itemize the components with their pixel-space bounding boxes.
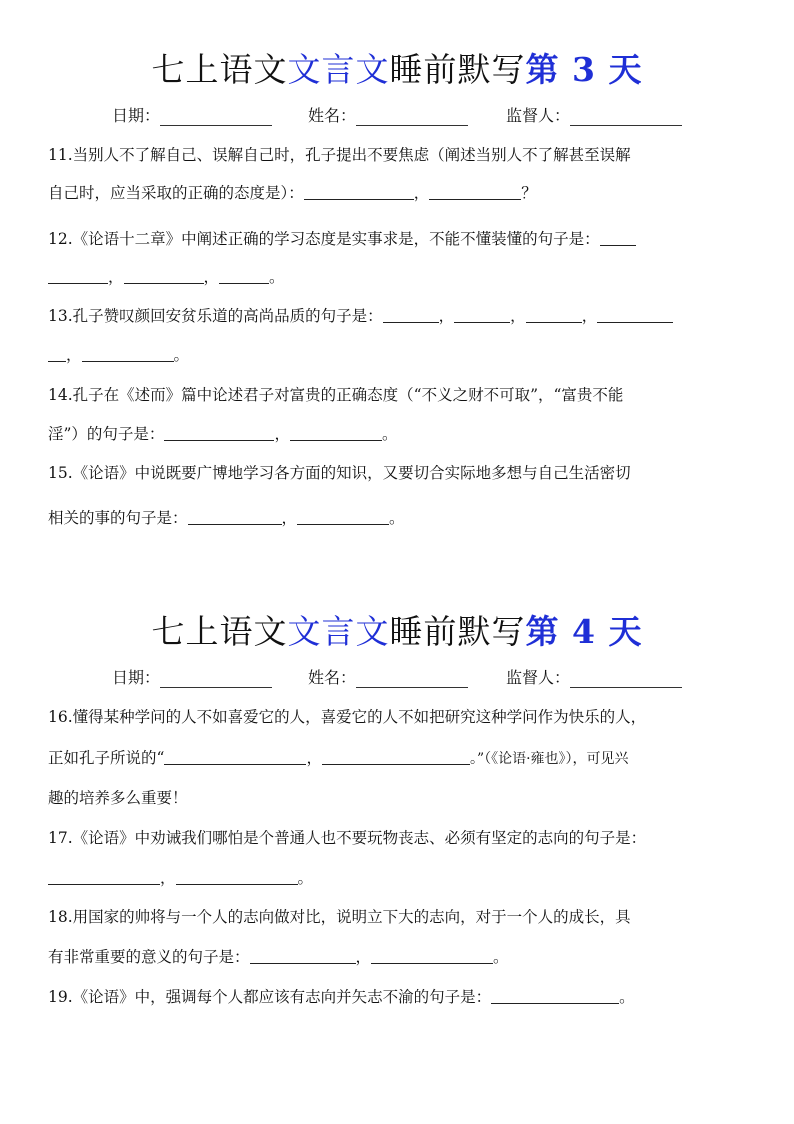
answer-blank[interactable] [164, 424, 274, 441]
q14-line1: 14.孔子在《述而》篇中论述君子对富贵的正确态度（“不义之财不可取”，“富贵不能 [48, 386, 624, 404]
q12-line2 [48, 265, 758, 289]
answer-blank[interactable] [48, 267, 108, 284]
name-field [308, 103, 468, 126]
supervisor-label: 监督人： [506, 668, 571, 687]
q14-line2 [48, 422, 758, 446]
q16-text: 正如孔子所说的“ [48, 749, 165, 767]
separator: ， [281, 509, 298, 527]
supervisor-label: 监督人： [506, 106, 571, 125]
answer-blank[interactable] [297, 508, 389, 525]
separator: ， [203, 268, 220, 286]
separator: ， [66, 346, 82, 364]
end-mark: 。 [389, 509, 405, 527]
q12-line1 [48, 227, 758, 251]
q16-line1: 16.懂得某种学问的人不如喜爱它的人，喜爱它的人不如把研究这种学问作为快乐的人， [48, 708, 647, 726]
q18-line2 [48, 945, 758, 969]
q11-text: 自己时，应当采取的正确的态度是）： [48, 184, 304, 202]
q18-line1: 18.用国家的帅将与一个人的志向做对比，说明立下大的志向，对于一个人的成长，具 [48, 908, 631, 926]
title-highlight: 文言文 [287, 50, 390, 89]
answer-blank[interactable] [429, 183, 521, 200]
name-input[interactable] [356, 107, 468, 126]
answer-blank[interactable] [304, 183, 414, 200]
end-mark: 。 [173, 346, 190, 364]
answer-blank[interactable] [371, 947, 493, 964]
title-prefix: 七上语文 [151, 612, 288, 651]
title-middle: 睡前默写 [389, 612, 526, 651]
answer-blank[interactable] [322, 748, 470, 765]
end-mark: ？ [521, 184, 537, 202]
title-day: 第 3 天 [525, 50, 643, 89]
name-label: 姓名： [308, 668, 357, 687]
end-mark: 。 [381, 425, 398, 443]
q17-line2 [48, 866, 758, 890]
q14-text: 淫”）的句子是： [48, 425, 165, 443]
separator: ， [355, 948, 372, 966]
q16-text-after: 。”（《论语·雍也》），可见兴 [469, 751, 629, 767]
answer-blank[interactable] [124, 267, 204, 284]
end-mark: 。 [619, 988, 635, 1006]
q19-text: 19.《论语》中，强调每个人都应该有志向并矢志不渝的句子是： [48, 988, 492, 1006]
date-label: 日期： [112, 668, 161, 687]
separator: ， [160, 869, 176, 887]
answer-blank[interactable] [48, 345, 66, 362]
q11-line1: 11.当别人不了解自己、误解自己时，孔子提出不要焦虑（阐述当别人不了解甚至误解 [48, 146, 631, 164]
answer-blank[interactable] [600, 229, 636, 246]
q15-text: 相关的事的句子是： [48, 509, 188, 527]
supervisor-input[interactable] [570, 107, 682, 126]
name-label: 姓名： [308, 106, 357, 125]
answer-blank[interactable] [250, 947, 356, 964]
q13-line2 [48, 343, 758, 367]
date-label: 日期： [112, 106, 161, 125]
answer-blank[interactable] [164, 748, 306, 765]
q15-line1: 15.《论语》中说既要广博地学习各方面的知识，又要切合实际地多想与自己生活密切 [48, 464, 631, 482]
answer-blank[interactable] [176, 868, 298, 885]
date-input[interactable] [160, 669, 272, 688]
answer-blank[interactable] [491, 987, 619, 1004]
q16-line3: 趣的培养多么重要！ [48, 789, 188, 807]
separator: ， [413, 184, 430, 202]
title-middle: 睡前默写 [389, 50, 526, 89]
name-field [308, 665, 468, 688]
date-input[interactable] [160, 107, 272, 126]
date-field [112, 103, 272, 126]
separator: ， [306, 749, 322, 767]
answer-blank[interactable] [526, 306, 582, 323]
separator: ， [438, 307, 455, 325]
q19-line1 [48, 985, 758, 1009]
q13-line1 [48, 304, 758, 328]
supervisor-field [506, 665, 682, 688]
end-mark: 。 [493, 948, 509, 966]
title-prefix: 七上语文 [151, 50, 288, 89]
name-input[interactable] [356, 669, 468, 688]
answer-blank[interactable] [597, 306, 673, 323]
day4-info-row [0, 665, 794, 691]
date-field [112, 665, 272, 688]
day4-title [0, 612, 794, 652]
answer-blank[interactable] [48, 868, 160, 885]
q15-line2 [48, 506, 758, 530]
answer-blank[interactable] [82, 345, 174, 362]
separator: ， [274, 425, 290, 443]
separator: ， [510, 307, 526, 325]
q13-text: 13.孔子赞叹颜回安贫乐道的高尚品质的句子是： [48, 307, 383, 325]
separator: ， [581, 307, 598, 325]
q11-line2 [48, 181, 758, 205]
title-day: 第 4 天 [525, 612, 643, 651]
day3-title [0, 50, 794, 90]
answer-blank[interactable] [290, 424, 382, 441]
end-mark: 。 [269, 268, 285, 286]
answer-blank[interactable] [383, 306, 439, 323]
q16-line2 [48, 746, 758, 771]
q18-text: 有非常重要的意义的句子是： [48, 948, 250, 966]
supervisor-input[interactable] [570, 669, 682, 688]
answer-blank[interactable] [188, 508, 282, 525]
answer-blank[interactable] [454, 306, 510, 323]
title-highlight: 文言文 [287, 612, 390, 651]
q12-text: 12.《论语十二章》中阐述正确的学习态度是实事求是，不能不懂装懂的句子是： [48, 230, 600, 248]
supervisor-field [506, 103, 682, 126]
end-mark: 。 [297, 869, 314, 887]
answer-blank[interactable] [219, 267, 269, 284]
q17-line1: 17.《论语》中劝诫我们哪怕是个普通人也不要玩物丧志、必须有坚定的志向的句子是： [48, 829, 647, 847]
day3-info-row [0, 103, 794, 129]
separator: ， [108, 268, 124, 286]
